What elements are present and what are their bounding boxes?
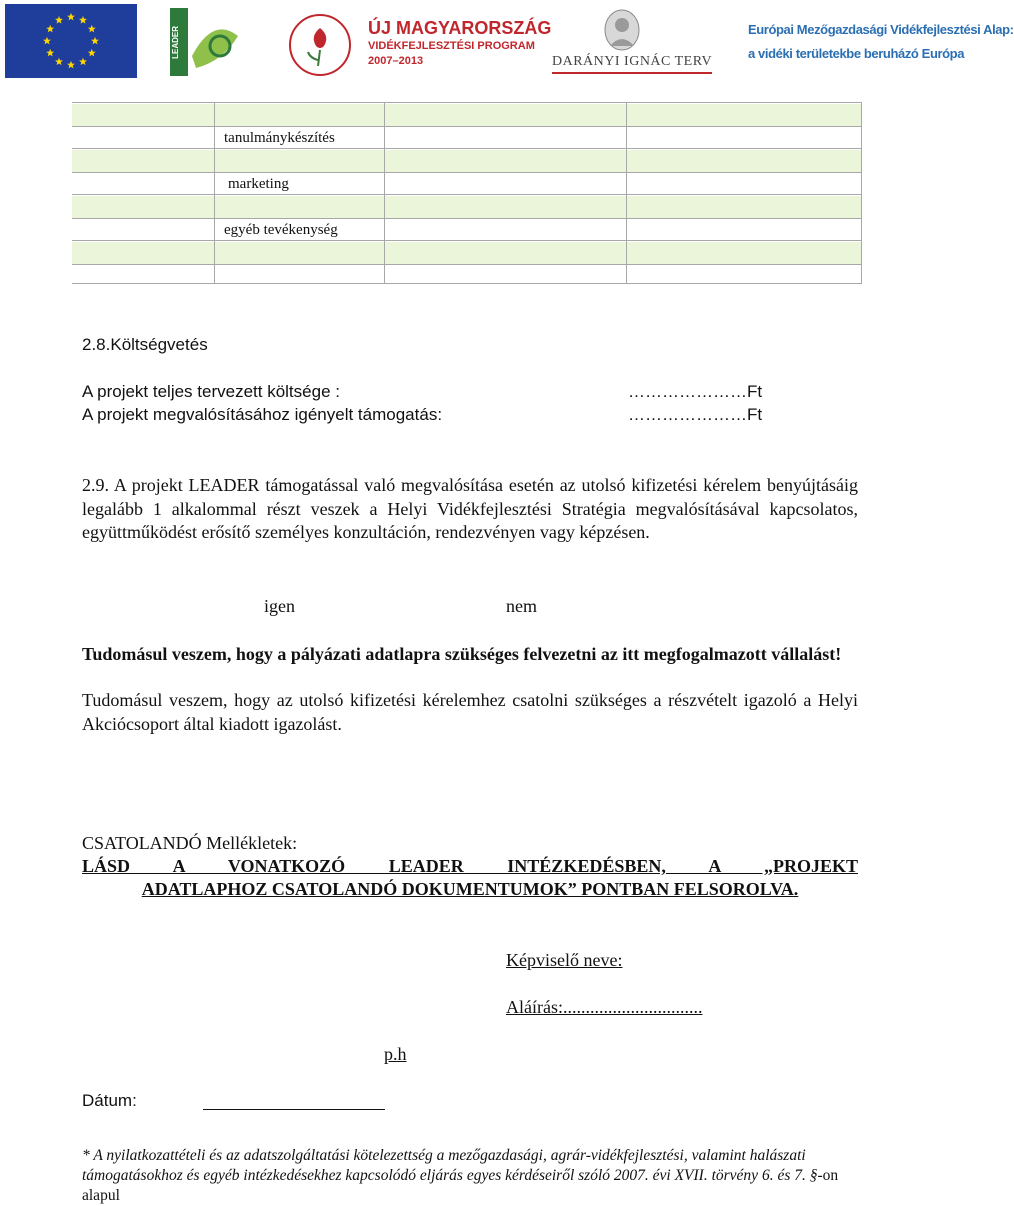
total-cost-label: A projekt teljes tervezett költsége : <box>82 382 340 401</box>
support-label: A projekt megvalósításához igényelt támogatás: <box>82 405 443 424</box>
date-line[interactable] <box>203 1109 385 1110</box>
eu-stars-icon <box>5 4 137 78</box>
date-label: Dátum: <box>82 1091 137 1110</box>
footnote-italic: * A nyilatkozattételi és az adatszolgáltatási kötelezettség a mezőgazdasági, agrár-vidékfejlesztési, valamint halászati támogatásokhoz és egyéb intézkedésekhez kapcsolódó eljárás egyes kérdéseiről szóló 2007. évi XVII. törvény 6. és 7. § <box>82 1147 818 1184</box>
leader-logo <box>168 6 246 78</box>
umvp-subtitle: VIDÉKFEJLESZTÉSI PROGRAM <box>368 40 535 52</box>
umvp-title: ÚJ MAGYARORSZÁG <box>368 18 552 38</box>
eu-flag-logo <box>5 4 137 78</box>
attachments-line-1: LÁSD A VONATKOZÓ LEADER INTÉZKEDÉSBEN, A „PROJEKT <box>82 856 858 876</box>
attachments-line-2: ADATLAPHOZ CSATOLANDÓ DOKUMENTUMOK” PONTBAN FELSOROLVA. <box>141 879 799 899</box>
footnote-upright: -on alapul <box>82 1167 839 1204</box>
eafrd-line-1: Európai Mezőgazdasági Vidékfejlesztési Alap: <box>748 22 1014 37</box>
portrait-icon <box>602 8 642 52</box>
budget-heading: 2.8.Költségvetés <box>82 335 208 354</box>
daranyi-text: DARÁNYI IGNÁC TERV <box>552 54 713 69</box>
total-cost-value[interactable]: …………………Ft <box>628 382 763 401</box>
activity-egyeb: egyéb tevékenység <box>224 222 338 238</box>
activity-tanulmanykeszites: tanulmánykészítés <box>224 130 335 146</box>
attachments-label: CSATOLANDÓ Mellékletek: <box>82 833 298 853</box>
eafrd-line-2: a vidéki területekbe beruházó Európa <box>748 46 965 61</box>
option-nem-label: nem <box>506 596 537 616</box>
eafrd-slogan <box>748 22 1014 68</box>
signature-label[interactable]: Aláírás:............................... <box>506 997 703 1017</box>
umvp-logo <box>282 14 552 76</box>
umvp-rose-icon <box>282 14 362 76</box>
notice-plain: Tudomásul veszem, hogy az utolsó kifizetési kérelemhez csatolni szükséges a részvételt igazoló a Helyi Akciócsoport által kiadott igazolást. <box>82 690 858 734</box>
notice-bold: Tudomásul veszem, hogy a pályázati adatlapra szükséges felvezetni az itt megfogalmazott vállalást! <box>82 644 842 664</box>
umvp-years: 2007–2013 <box>368 55 424 67</box>
footnote <box>82 1146 862 1206</box>
section-2-9-text: 2.9. A projekt LEADER támogatással való megvalósítása esetén az utolsó kifizetési kérelem benyújtásáig legalább 1 alkalommal részt veszek a Helyi Vidékfejlesztési Stratégia megvalósításával kapcsolatos, együttműködést erősítő személyes konzultáción, rendezvényen vagy képzésen. <box>82 475 858 543</box>
activity-marketing: marketing <box>228 176 289 192</box>
support-value[interactable]: …………………Ft <box>628 405 763 424</box>
stamp-ph-label: p.h <box>384 1044 407 1064</box>
daranyi-underline <box>552 72 712 74</box>
option-igen-label: igen <box>264 596 295 616</box>
representative-name-label: Képviselő neve: <box>506 950 623 970</box>
daranyi-ignac-terv-logo <box>552 8 722 74</box>
activity-table <box>72 102 862 284</box>
table-grid-lines <box>72 102 862 284</box>
leader-logo-text: LEADER <box>171 26 180 59</box>
